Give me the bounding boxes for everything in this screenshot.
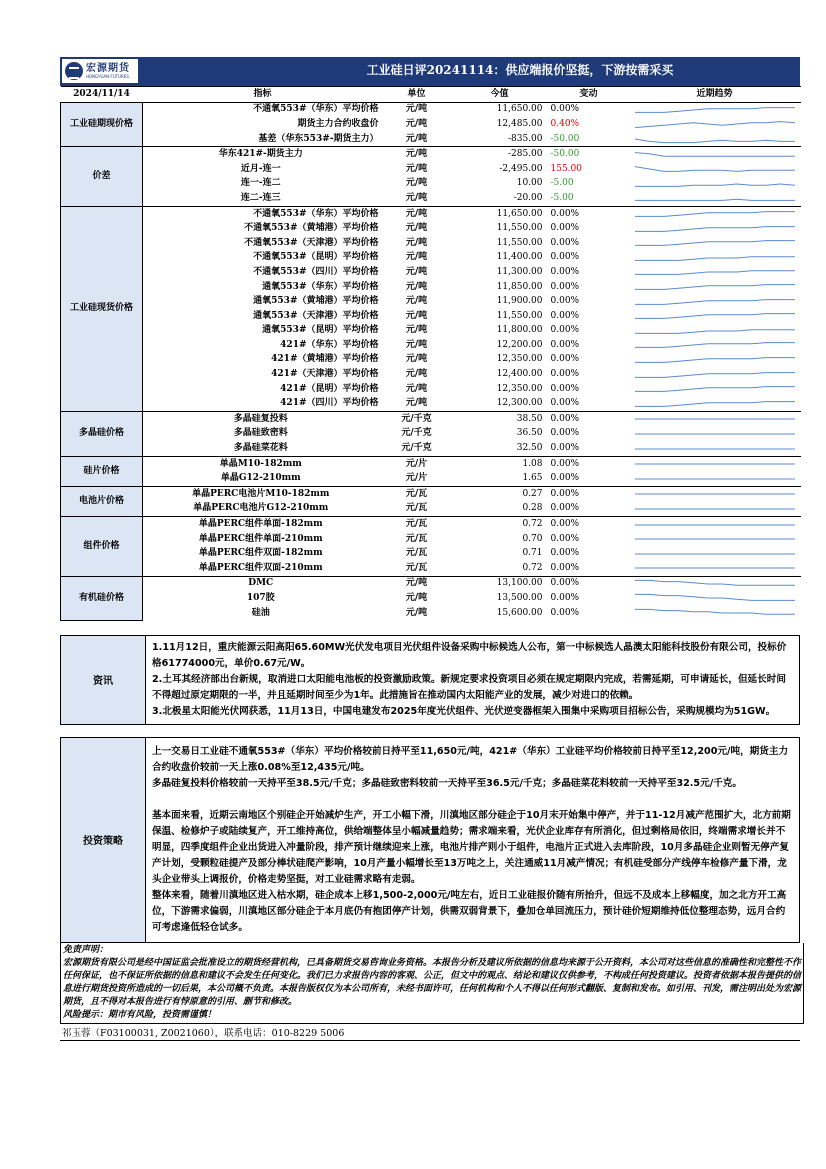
trend-sparkline <box>629 591 801 606</box>
indicator-name: 不通氧553#（华东）平均价格 <box>143 102 383 117</box>
value-cell: 11,400.00 <box>496 252 543 263</box>
unit-cell: 元/吨 <box>405 133 428 144</box>
news-item: 2.土耳其经济部出台新规，取消进口太阳能电池板的投资激励政策。新规定要求投资项目必须在规定期限内完成，若需延期，可申请延长，但延长时间不得超过原定期限的一半，并且延期时间至少为1年。此措施旨在推动国内太阳能产业的发展，减少对进口的依赖。 <box>152 673 786 701</box>
indicator-name: 通氧553#（昆明）平均价格 <box>262 325 379 336</box>
trend-sparkline <box>629 191 801 206</box>
table-row <box>61 191 801 206</box>
table-row <box>61 117 801 132</box>
table-row <box>61 471 801 486</box>
indicator-name: 多晶硅复投料 <box>143 412 383 427</box>
value-cell: 12,300.00 <box>496 398 543 409</box>
trend-sparkline <box>629 517 801 532</box>
table-row <box>61 309 801 324</box>
trend-sparkline <box>629 132 801 147</box>
value-cell: 0.72 <box>522 562 543 573</box>
indicator-name: 单晶PERC组件双面-182mm <box>198 548 323 559</box>
indicator-name: 单晶G12-210mm <box>220 473 301 484</box>
indicator-name: 421#（华东）平均价格 <box>280 339 379 350</box>
unit-cell: 元/吨 <box>405 383 428 394</box>
trend-sparkline <box>629 309 801 324</box>
trend-sparkline <box>629 206 801 221</box>
value-cell: 11,800.00 <box>496 325 543 336</box>
indicator-name: 单晶PERC组件双面-210mm <box>198 562 323 573</box>
table-row <box>61 265 801 280</box>
change-cell: 0.00% <box>549 517 629 532</box>
indicator-name: 通氧553#（华东）平均价格 <box>262 281 379 292</box>
change-cell: -50.00 <box>550 133 580 144</box>
unit-cell: 元/吨 <box>405 281 428 292</box>
trend-sparkline <box>629 177 801 192</box>
unit-cell: 元/吨 <box>405 266 428 277</box>
trend-sparkline <box>629 382 801 397</box>
unit-cell: 元/瓦 <box>383 487 451 502</box>
unit-cell: 元/吨 <box>405 237 428 248</box>
indicator-name: 不通氧553#（四川）平均价格 <box>253 266 379 277</box>
trend-line <box>635 152 795 156</box>
trend-sparkline <box>629 117 801 132</box>
indicator-name: 单晶PERC组件单面-210mm <box>198 533 323 544</box>
table-row <box>61 576 801 591</box>
trend-line <box>635 139 795 143</box>
unit-cell: 元/吨 <box>405 296 428 307</box>
trend-line <box>635 372 795 377</box>
news-item: 1.11月12日，重庆能源云阳高阳65.60MW光伏发电项目光伏组件设备采购中标候选人公布，第一中标候选人晶澳太阳能科技股份有限公司，投标价格61774000元，单价0.67元/W。 <box>152 641 787 669</box>
report-title: 工业硅日评20241114：供应端报价坚挺，下游按需采买 <box>366 63 674 77</box>
trend-line <box>635 330 795 334</box>
indicator-name: 通氧553#（天津港）平均价格 <box>253 310 379 321</box>
table-row <box>61 162 801 177</box>
unit-cell: 元/吨 <box>405 223 428 234</box>
table-row <box>61 338 801 353</box>
unit-cell: 元/瓦 <box>383 517 451 532</box>
change-cell: 0.00% <box>550 562 580 573</box>
trend-line <box>635 200 795 201</box>
unit-cell: 元/吨 <box>383 206 451 221</box>
indicator-name: 单晶PERC电池片M10-182mm <box>143 487 383 502</box>
unit-cell: 元/瓦 <box>405 533 428 544</box>
indicator-name: 单晶PERC电池片G12-210mm <box>193 503 329 514</box>
trend-line <box>635 226 795 231</box>
change-cell: 0.00% <box>550 339 580 350</box>
value-cell: 11,900.00 <box>496 296 543 307</box>
trend-sparkline <box>629 236 801 251</box>
table-row <box>61 591 801 606</box>
trend-line <box>635 122 795 128</box>
table-row <box>61 280 801 295</box>
trend-sparkline <box>629 324 801 339</box>
trend-line <box>635 271 795 275</box>
table-row <box>61 546 801 561</box>
value-cell: 10.00 <box>516 178 543 189</box>
trend-line <box>635 387 795 392</box>
disclaimer <box>60 943 804 1024</box>
table-header <box>61 87 801 103</box>
change-cell: 0.00% <box>550 354 580 365</box>
trend-sparkline <box>629 280 801 295</box>
unit-cell: 元/吨 <box>383 102 451 117</box>
change-cell: 0.00% <box>550 281 580 292</box>
strategy-paragraph: 上一交易日工业硅不通氧553#（华东）平均价格较前日持平至11,650元/吨，421#（华东）工业硅平均价格较前日持平至12,200元/吨，期货主力合约收盘价较前一天上涨0.08%至12,435元/吨。 <box>152 745 789 773</box>
table-row <box>61 561 801 576</box>
change-cell: 0.00% <box>550 223 580 234</box>
unit-cell: 元/吨 <box>383 576 451 591</box>
report-sheet <box>60 57 800 1041</box>
trend-sparkline <box>629 456 801 471</box>
category-label: 工业硅现货价格 <box>61 206 143 411</box>
disclaimer-title: 免责声明： <box>63 944 109 955</box>
value-cell: 32.50 <box>516 443 543 454</box>
report-banner <box>60 57 800 86</box>
trend-line <box>635 184 795 186</box>
indicator-name: 107胶 <box>246 592 275 603</box>
trend-sparkline <box>629 221 801 236</box>
change-cell: 0.00% <box>550 310 580 321</box>
change-cell: -5.00 <box>550 192 574 203</box>
table-row <box>61 132 801 147</box>
unit-cell: 元/吨 <box>405 354 428 365</box>
indicator-name: 华东421#-期货主力 <box>143 147 383 162</box>
trend-line <box>635 212 795 217</box>
value-cell: 11,550.00 <box>496 310 543 321</box>
value-cell: 12,200.00 <box>496 339 543 350</box>
table-row <box>61 502 801 517</box>
table-row <box>61 532 801 547</box>
table-row <box>61 441 801 456</box>
change-cell: 0.00% <box>550 325 580 336</box>
trend-sparkline <box>629 338 801 353</box>
indicator-name: 421#（天津港）平均价格 <box>271 369 379 380</box>
table-row <box>61 606 801 621</box>
change-cell: -5.00 <box>550 178 574 189</box>
strategy-paragraph: 基本面来看，近期云南地区个别硅企开始减炉生产，开工小幅下滑，川滇地区部分硅企于10月末开始集中停产，并于11-12月减产范围扩大，北方前期保温、检修炉子或陆续复产，开工维持高位，供给端整体呈小幅减量趋势；需求端来看，光伏企业库存有所消化，但过剩格局依旧，终端需求增长并不明显，四季度组件企业出货进入冲量阶段，排产预计继续迎来上涨，电池片排产则小于组件，电池片正式进入去库阶段，10月多晶硅企业则暂无停产复产计划，受颗粒硅提产及部分棒状硅爬产影响，10月产量小幅增长至13万吨之上，关注通威11月减产情况；有机硅受部分产线停车检修产量下滑，龙头企业带头上调报价，价格走势坚挺，对工业硅需求略有走弱。 <box>152 809 791 885</box>
category-label: 价差 <box>61 147 143 206</box>
value-cell: -285.00 <box>451 147 549 162</box>
risk-warning: 风险提示：期市有风险，投资需谨慎！ <box>63 1009 217 1020</box>
header-indicator: 指标 <box>143 87 383 103</box>
unit-cell: 元/吨 <box>405 592 428 603</box>
change-cell: 0.00% <box>549 102 629 117</box>
logo-icon <box>65 62 83 80</box>
trend-sparkline <box>629 294 801 309</box>
change-cell: 0.00% <box>550 607 580 618</box>
strategy-label: 投资策略 <box>61 737 146 942</box>
news-item: 3.北极星太阳能光伏网获悉，11月13日，中国电建发布2025年度光伏组件、光伏逆变器框架入围集中采购项目招标公告，采购规模均为51GW。 <box>152 705 776 717</box>
unit-cell: 元/片 <box>405 473 428 484</box>
indicator-name: 通氧553#（黄埔港）平均价格 <box>253 296 379 307</box>
value-cell: -20.00 <box>513 192 543 203</box>
unit-cell: 元/吨 <box>405 192 428 203</box>
table-row <box>61 517 801 532</box>
indicator-name: 421#（四川）平均价格 <box>280 398 379 409</box>
header-unit: 单位 <box>383 87 451 103</box>
value-cell: 12,350.00 <box>496 383 543 394</box>
value-cell: 12,400.00 <box>496 369 543 380</box>
change-cell: 0.00% <box>550 443 580 454</box>
value-cell: 0.72 <box>451 517 549 532</box>
trend-line <box>635 595 795 601</box>
trend-sparkline <box>629 412 801 427</box>
table-row <box>61 206 801 221</box>
unit-cell: 元/吨 <box>405 178 428 189</box>
value-cell: 0.71 <box>522 548 543 559</box>
change-cell: 0.00% <box>550 369 580 380</box>
value-cell: -835.00 <box>507 133 543 144</box>
report-date: 2024/11/14 <box>61 87 143 103</box>
change-cell: 0.00% <box>550 533 580 544</box>
value-cell: -2,495.00 <box>499 163 543 174</box>
unit-cell: 元/片 <box>383 456 451 471</box>
trend-sparkline <box>629 532 801 547</box>
trend-line <box>635 314 795 319</box>
value-cell: 11,550.00 <box>496 223 543 234</box>
price-table <box>60 86 801 621</box>
trend-line <box>635 609 795 614</box>
value-cell: 13,500.00 <box>496 592 543 603</box>
table-row <box>61 427 801 442</box>
analyst-contact: 祁玉蓉（F03100031, Z0021060），联系电话：010-8229 5006 <box>60 1024 800 1041</box>
trend-sparkline <box>629 396 801 411</box>
trend-sparkline <box>629 147 801 162</box>
value-cell: 11,650.00 <box>451 102 549 117</box>
trend-line <box>635 358 795 363</box>
trend-sparkline <box>629 162 801 177</box>
strategy-paragraph: 整体来看，随着川滇地区进入枯水期，硅企成本上移1,500-2,000元/吨左右，近日工业硅报价随有所抬升，但远不及成本上移幅度，加之北方开工高位，下游需求偏弱，川滇地区部分硅企于本月底仍有抱团停产计划，供需双弱背景下，叠加仓单回流压力，预计硅价短期维持低位整理态势，远月合约可考虑逢低轻仓试多。 <box>152 889 787 933</box>
indicator-name: 421#（昆明）平均价格 <box>280 383 379 394</box>
table-row <box>61 382 801 397</box>
news-content <box>146 635 800 724</box>
unit-cell: 元/瓦 <box>405 562 428 573</box>
value-cell: 15,600.00 <box>496 607 543 618</box>
header-today: 今值 <box>451 87 549 103</box>
unit-cell: 元/吨 <box>405 252 428 263</box>
strategy-spacer <box>152 792 793 808</box>
indicator-name: 不通氧553#（昆明）平均价格 <box>253 252 379 263</box>
trend-sparkline <box>629 502 801 517</box>
change-cell: 0.00% <box>549 576 629 591</box>
category-label: 多晶硅价格 <box>61 412 143 457</box>
trend-line <box>635 241 795 246</box>
value-cell: 0.28 <box>522 503 543 514</box>
change-cell: 0.00% <box>550 296 580 307</box>
trend-sparkline <box>629 265 801 280</box>
unit-cell: 元/千克 <box>401 428 432 439</box>
indicator-name: 单晶PERC组件单面-182mm <box>143 517 383 532</box>
trend-sparkline <box>629 487 801 502</box>
strategy-paragraph: 多晶硅复投料价格较前一天持平至38.5元/千克；多晶硅致密料较前一天持平至36.5元/千克；多晶硅菜花料较前一天持平至32.5元/千克。 <box>152 777 742 789</box>
trend-sparkline <box>629 471 801 486</box>
value-cell: 13,100.00 <box>451 576 549 591</box>
change-cell: 0.00% <box>549 487 629 502</box>
table-row <box>61 251 801 266</box>
indicator-name: 基差（华东553#-期货主力） <box>258 133 379 144</box>
trend-sparkline <box>629 441 801 456</box>
trend-line <box>635 167 795 172</box>
trend-sparkline <box>629 606 801 621</box>
value-cell: 11,550.00 <box>496 237 543 248</box>
change-cell: 0.00% <box>549 456 629 471</box>
value-cell: 11,850.00 <box>496 281 543 292</box>
change-cell: 0.40% <box>550 118 580 129</box>
trend-line <box>635 299 795 304</box>
indicator-name: 近月-连一 <box>240 163 281 174</box>
indicator-name: 421#（黄埔港）平均价格 <box>271 354 379 365</box>
unit-cell: 元/吨 <box>405 607 428 618</box>
table-row <box>61 396 801 411</box>
unit-cell: 元/吨 <box>405 163 428 174</box>
category-label: 工业硅期现价格 <box>61 102 143 147</box>
indicator-name: 多晶硅菜花料 <box>233 443 288 454</box>
value-cell: 38.50 <box>451 412 549 427</box>
trend-line <box>635 401 795 406</box>
trend-line <box>635 285 795 290</box>
change-cell: 0.00% <box>550 398 580 409</box>
trend-sparkline <box>629 561 801 576</box>
indicator-name: 硅油 <box>251 607 270 618</box>
change-cell: 0.00% <box>550 383 580 394</box>
change-cell: 0.00% <box>550 473 580 484</box>
indicator-name: 单晶M10-182mm <box>143 456 383 471</box>
change-cell: 0.00% <box>549 412 629 427</box>
strategy-content <box>146 737 800 942</box>
unit-cell: 元/吨 <box>405 325 428 336</box>
change-cell: 0.00% <box>550 548 580 559</box>
unit-cell: 元/吨 <box>405 398 428 409</box>
trend-sparkline <box>629 251 801 266</box>
indicator-name: 多晶硅致密料 <box>233 428 288 439</box>
unit-cell: 元/吨 <box>405 339 428 350</box>
trend-line <box>635 107 795 112</box>
news-label: 资讯 <box>61 635 146 724</box>
indicator-name: 连二-连三 <box>240 192 281 203</box>
table-row <box>61 324 801 339</box>
value-cell: 12,485.00 <box>496 118 543 129</box>
table-row <box>61 102 801 117</box>
category-label: 有机硅价格 <box>61 576 143 620</box>
trend-sparkline <box>629 102 801 117</box>
change-cell: 0.00% <box>549 206 629 221</box>
indicator-name: 不通氧553#（黄埔港）平均价格 <box>244 223 379 234</box>
unit-cell: 元/千克 <box>383 412 451 427</box>
category-label: 组件价格 <box>61 517 143 576</box>
value-cell: 0.27 <box>451 487 549 502</box>
table-row <box>61 221 801 236</box>
change-cell: 0.00% <box>550 503 580 514</box>
table-row <box>61 147 801 162</box>
trend-sparkline <box>629 367 801 382</box>
change-cell: 0.00% <box>550 237 580 248</box>
strategy-box <box>60 737 800 943</box>
trend-sparkline <box>629 353 801 368</box>
value-cell: 12,350.00 <box>496 354 543 365</box>
value-cell: 1.65 <box>522 473 543 484</box>
trend-line <box>635 257 795 261</box>
disclaimer-body: 宏源期货有限公司是经中国证监会批准设立的期货经营机构，已具备期货交易咨询业务资格。本报告分析及建议所依据的信息均来源于公开资料，本公司对这些信息的准确性和完整性不作任何保证，也不保证所依据的信息和建议不会发生任何变化。我们已力求报告内容的客观、公正，但文中的观点、结论和建议仅供参考，不构成任何投资建议。投资者依据本报告提供的信息进行期货投资所造成的一切后果，本公司概不负责。本报告版权仅为本公司所有，未经书面许可，任何机构和个人不得以任何形式翻版、复制和发布。如引用、刊发，需注明出处为宏源期货，且不得对本报告进行有悖原意的引用、删节和修改。 <box>63 957 802 1007</box>
category-label: 电池片价格 <box>61 487 143 517</box>
trend-sparkline <box>629 576 801 591</box>
news-box <box>60 635 800 725</box>
change-cell: 0.00% <box>550 428 580 439</box>
change-cell: -50.00 <box>549 147 629 162</box>
value-cell: 1.08 <box>451 456 549 471</box>
table-row <box>61 177 801 192</box>
table-row <box>61 353 801 368</box>
trend-line <box>635 580 795 585</box>
unit-cell: 元/吨 <box>383 147 451 162</box>
table-row <box>61 236 801 251</box>
value-cell: 11,300.00 <box>496 266 543 277</box>
change-cell: 155.00 <box>550 163 582 174</box>
table-row <box>61 456 801 471</box>
category-label: 硅片价格 <box>61 456 143 486</box>
trend-sparkline <box>629 427 801 442</box>
change-cell: 0.00% <box>550 592 580 603</box>
value-cell: 0.70 <box>522 533 543 544</box>
table-row <box>61 367 801 382</box>
indicator-name: DMC <box>143 576 383 591</box>
change-cell: 0.00% <box>550 266 580 277</box>
value-cell: 36.50 <box>516 428 543 439</box>
unit-cell: 元/吨 <box>405 310 428 321</box>
unit-cell: 元/千克 <box>401 443 432 454</box>
unit-cell: 元/吨 <box>405 369 428 380</box>
header-change: 变动 <box>549 87 629 103</box>
indicator-name: 期货主力合约收盘价 <box>297 118 379 129</box>
table-row <box>61 487 801 502</box>
trend-line <box>635 343 795 348</box>
logo-cn: 宏源期货 <box>86 62 130 74</box>
unit-cell: 元/吨 <box>405 118 428 129</box>
unit-cell: 元/瓦 <box>405 503 428 514</box>
value-cell: 11,650.00 <box>451 206 549 221</box>
trend-sparkline <box>629 546 801 561</box>
indicator-name: 不通氧553#（天津港）平均价格 <box>244 237 379 248</box>
logo-en: HONGYUAN FUTURES <box>86 73 129 79</box>
indicator-name: 连一-连二 <box>240 178 281 189</box>
indicator-name: 不通氧553#（华东）平均价格 <box>143 206 383 221</box>
change-cell: 0.00% <box>550 252 580 263</box>
table-row <box>61 294 801 309</box>
header-trend: 近期趋势 <box>629 87 801 103</box>
unit-cell: 元/瓦 <box>405 548 428 559</box>
company-logo <box>62 59 138 83</box>
table-row <box>61 412 801 427</box>
